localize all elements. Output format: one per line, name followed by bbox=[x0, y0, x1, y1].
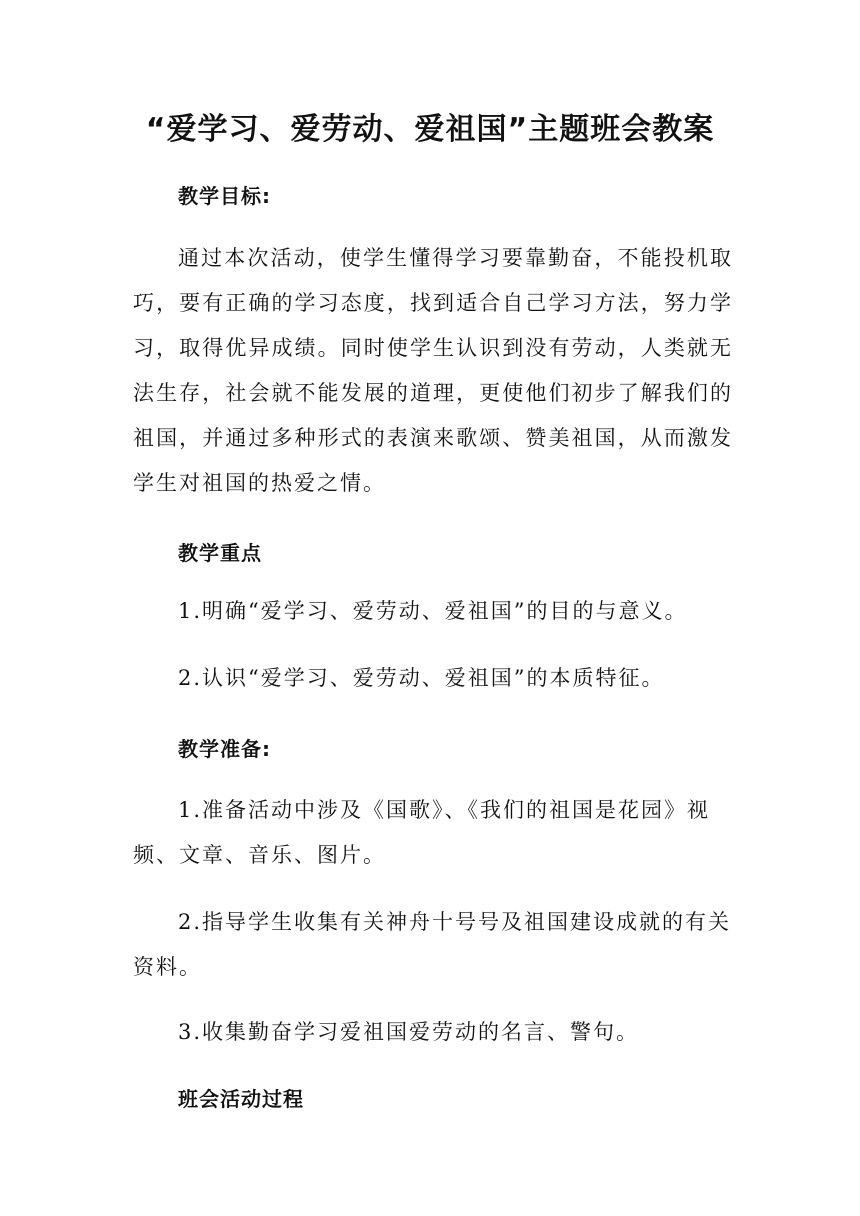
preparation-item-3: 3.收集勤奋学习爱祖国爱劳动的名言、警句。 bbox=[178, 1020, 640, 1044]
document-title: “爱学习、爱劳动、爱祖国”主题班会教案 bbox=[145, 112, 715, 147]
heading-process: 班会活动过程 bbox=[178, 1087, 304, 1111]
heading-teaching-goals: 教学目标: bbox=[178, 184, 271, 208]
paragraph-teaching-goals: 通过本次活动，使学生懂得学习要靠勤奋，不能投机取巧，要有正确的学习态度，找到适合自己学习方法，努力学习，取得优异成绩。同时使学生认识到没有劳动，人类就无法生存，社会就不能发展的道理，更使他们初步了解我们的祖国，并通过多种形式的表演来歌颂、赞美祖国，从而激发学生对祖国的热爱之情。 bbox=[133, 246, 733, 495]
preparation-item-1: 1.准备活动中涉及《国歌》、《我们的祖国是花园》视频、文章、音乐、图片。 bbox=[133, 798, 711, 867]
key-point-item-1: 1.明确“爱学习、爱劳动、爱祖国”的目的与意义。 bbox=[178, 599, 688, 623]
preparation-item-2: 2.指导学生收集有关神舟十号号及祖国建设成就的有关资料。 bbox=[133, 910, 732, 979]
heading-key-points: 教学重点 bbox=[178, 541, 262, 565]
key-point-item-2: 2.认识“爱学习、爱劳动、爱祖国”的本质特征。 bbox=[178, 666, 665, 690]
heading-preparation: 教学准备: bbox=[178, 737, 271, 761]
